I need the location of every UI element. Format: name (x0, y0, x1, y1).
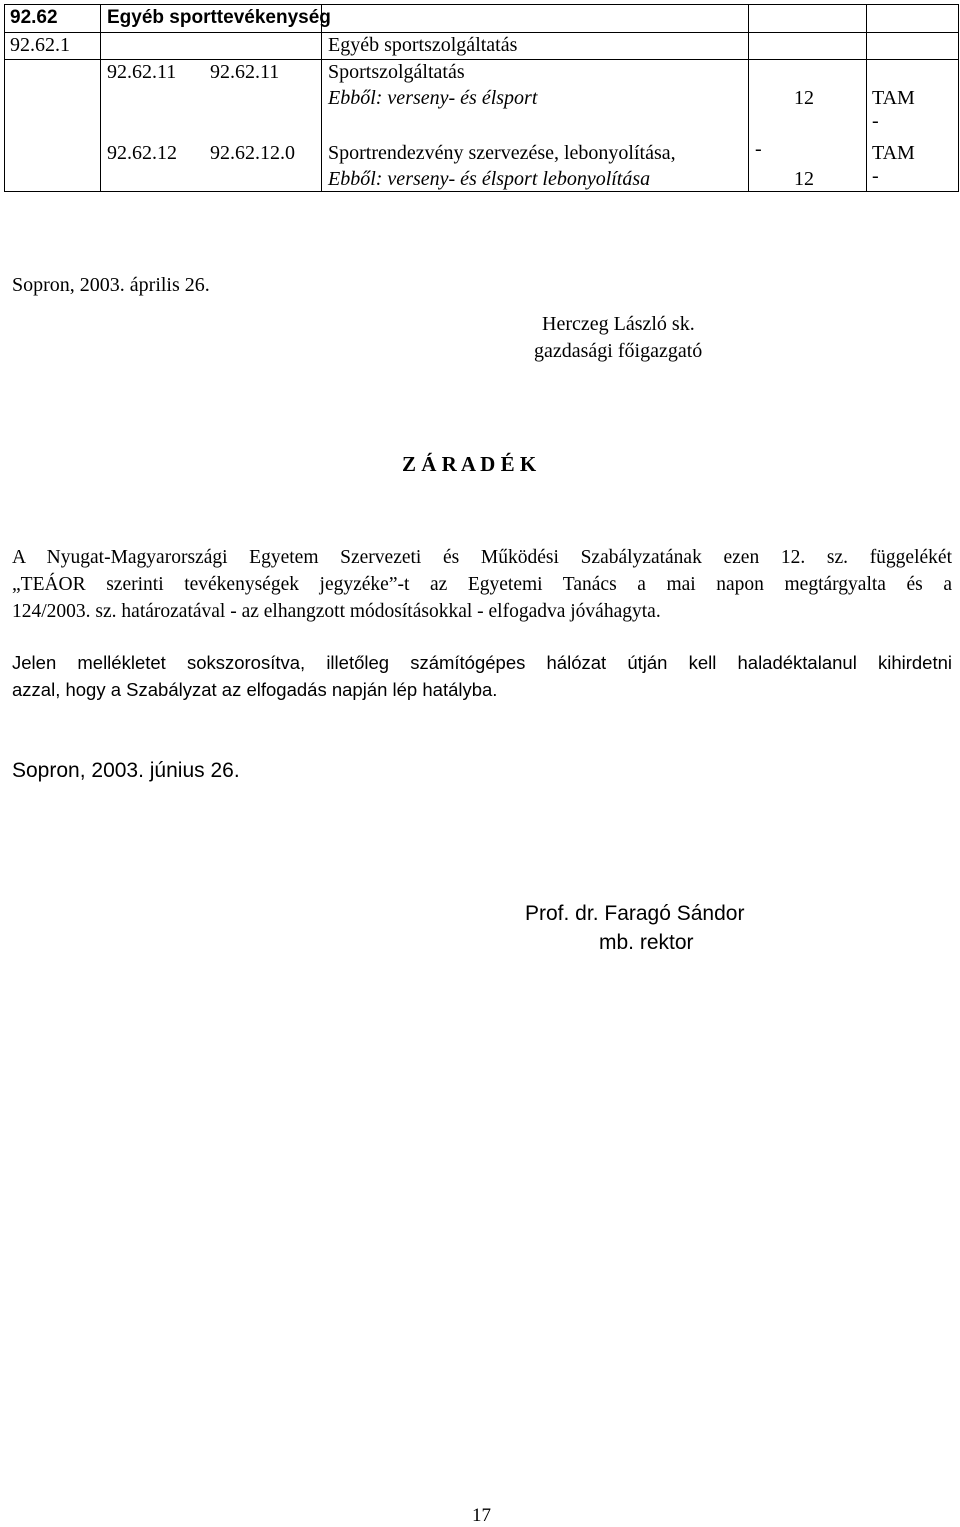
table-cell-subdescription: Ebből: verseny- és élsport lebonyolítása (328, 168, 651, 190)
place-date: Sopron, 2003. június 26. (12, 759, 240, 782)
table-cell-value: 12 (794, 87, 814, 109)
table-cell-code: 92.62.12 (107, 142, 177, 164)
page-number: 17 (472, 1505, 491, 1526)
table-cell-subdescription: Ebből: verseny- és élsport (328, 87, 538, 109)
clause-paragraph-line: azzal, hogy a Szabályzat az elfogadás napján lép hatályba. (12, 679, 498, 700)
table-cell-value: 12 (794, 168, 814, 190)
table-cell-code: 92.62.11 (107, 61, 177, 83)
clause-heading: Z Á R A D É K (402, 452, 537, 476)
table-cell-category: TAM (872, 87, 915, 109)
signer-name: Herczeg László sk. (542, 313, 695, 335)
clause-paragraph-line: A Nyugat-Magyarországi Egyetem Szervezeti és Működési Szabályzatának ezen 12. sz. függelékét (12, 547, 952, 568)
signer-name: Prof. dr. Faragó Sándor (525, 902, 745, 925)
table-cell-description: Egyéb sporttevékenység (107, 7, 331, 28)
table-cell-category-sub: - (872, 110, 879, 132)
table-cell-value-dash: - (755, 138, 762, 160)
table-cell-subcode: 92.62.12.0 (210, 142, 295, 164)
table-cell-description: Sportrendezvény szervezése, lebonyolítása, (328, 142, 676, 164)
clause-paragraph-line: 124/2003. sz. határozatával - az elhangzott módosításokkal - elfogadva jóváhagyta. (12, 601, 661, 622)
table-cell-code: 92.62 (10, 7, 58, 28)
table-cell-description: Egyéb sportszolgáltatás (328, 34, 518, 56)
table-cell-description: Sportszolgáltatás (328, 61, 465, 83)
table-cell-subcode: 92.62.11 (210, 61, 280, 83)
place-date: Sopron, 2003. április 26. (12, 274, 210, 296)
table-cell-category: TAM (872, 142, 915, 164)
signer-title: mb. rektor (599, 931, 694, 954)
table-cell-category-sub: - (872, 165, 879, 187)
clause-paragraph-line: Jelen mellékletet sokszorosítva, illetőleg számítógépes hálózat útján kell haladéktalanul kihirdetni (12, 652, 952, 673)
table-cell-code: 92.62.1 (10, 34, 70, 56)
clause-paragraph-line: „TEÁOR szerinti tevékenységek jegyzéke”-t az Egyetemi Tanács a mai napon megtárgyalta és a (12, 574, 952, 595)
signer-title: gazdasági főigazgató (534, 340, 703, 362)
